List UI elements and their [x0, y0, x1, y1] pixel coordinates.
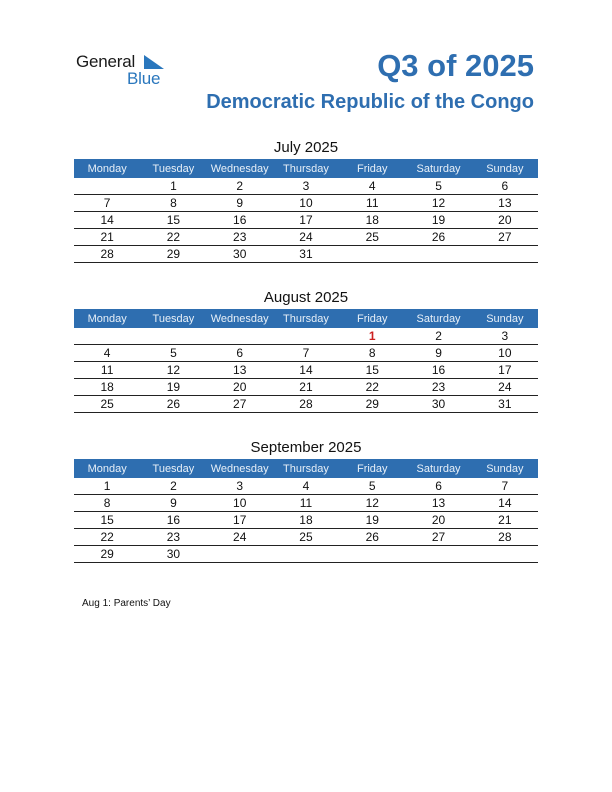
day-cell: 17: [472, 362, 538, 379]
day-cell: 25: [273, 529, 339, 546]
week-row: [74, 345, 538, 362]
day-cell: [74, 178, 140, 195]
day-cell: 23: [207, 229, 273, 246]
month-table: [74, 159, 538, 263]
day-cell: 6: [472, 178, 538, 195]
day-cell: 8: [74, 495, 140, 512]
day-cell: 13: [207, 362, 273, 379]
day-cell: 27: [207, 396, 273, 413]
week-row: [74, 229, 538, 246]
day-cell: 21: [273, 379, 339, 396]
weekday-header: Wednesday: [207, 309, 273, 328]
day-cell: [339, 246, 405, 263]
day-cell: 23: [405, 379, 471, 396]
week-row: [74, 246, 538, 263]
month-title: July 2025: [273, 139, 339, 156]
day-cell: 29: [339, 396, 405, 413]
day-cell: 3: [273, 178, 339, 195]
day-cell: 25: [339, 229, 405, 246]
week-row: [74, 529, 538, 546]
week-row: [74, 362, 538, 379]
day-cell: 13: [472, 195, 538, 212]
day-cell: 28: [74, 246, 140, 263]
day-cell: [339, 546, 405, 563]
weekday-header: Friday: [339, 309, 405, 328]
week-row: [74, 396, 538, 413]
day-cell: 14: [472, 495, 538, 512]
day-cell: [405, 246, 471, 263]
day-cell: 28: [472, 529, 538, 546]
day-cell: 9: [207, 195, 273, 212]
logo-text-blue: Blue: [127, 69, 161, 88]
weekday-header: Monday: [74, 459, 140, 478]
day-cell: 25: [74, 396, 140, 413]
day-cell: 6: [207, 345, 273, 362]
day-cell: 16: [405, 362, 471, 379]
week-row: [74, 512, 538, 529]
day-cell: [472, 546, 538, 563]
day-cell: 1: [74, 478, 140, 495]
day-cell: 1: [339, 328, 405, 345]
day-cell: 18: [74, 379, 140, 396]
day-cell: 6: [405, 478, 471, 495]
weekday-header: Wednesday: [207, 159, 273, 178]
day-cell: 31: [472, 396, 538, 413]
month-calendar: [74, 437, 538, 563]
day-cell: 24: [207, 529, 273, 546]
day-cell: [273, 546, 339, 563]
week-row: [74, 178, 538, 195]
day-cell: 2: [405, 328, 471, 345]
weekday-header: Friday: [339, 159, 405, 178]
weekday-header-row: [74, 309, 538, 328]
day-cell: 23: [140, 529, 206, 546]
holiday-note: Aug 1: Parents’ Day: [82, 598, 171, 609]
day-cell: 7: [273, 345, 339, 362]
day-cell: [207, 328, 273, 345]
day-cell: 20: [472, 212, 538, 229]
weekday-header: Sunday: [472, 309, 538, 328]
day-cell: 4: [339, 178, 405, 195]
day-cell: [405, 546, 471, 563]
day-cell: 1: [140, 178, 206, 195]
day-cell: 24: [273, 229, 339, 246]
day-cell: 27: [472, 229, 538, 246]
day-cell: [74, 328, 140, 345]
week-row: [74, 212, 538, 229]
weekday-header: Saturday: [405, 459, 471, 478]
weekday-header-row: [74, 459, 538, 478]
weekday-header: Saturday: [405, 159, 471, 178]
week-row: [74, 478, 538, 495]
day-cell: 17: [273, 212, 339, 229]
day-cell: [207, 546, 273, 563]
day-cell: 21: [472, 512, 538, 529]
day-cell: 2: [207, 178, 273, 195]
day-cell: 29: [140, 246, 206, 263]
day-cell: [472, 246, 538, 263]
day-cell: 22: [74, 529, 140, 546]
country-subtitle: Democratic Republic of the Congo: [206, 91, 534, 113]
day-cell: 18: [339, 212, 405, 229]
day-cell: 28: [273, 396, 339, 413]
day-cell: 11: [273, 495, 339, 512]
day-cell: 15: [339, 362, 405, 379]
day-cell: 5: [339, 478, 405, 495]
month-table: [74, 459, 538, 563]
day-cell: 11: [74, 362, 140, 379]
weekday-header: Thursday: [273, 459, 339, 478]
day-cell: 12: [339, 495, 405, 512]
day-cell: 18: [273, 512, 339, 529]
day-cell: 9: [140, 495, 206, 512]
weekday-header: Sunday: [472, 159, 538, 178]
day-cell: 4: [74, 345, 140, 362]
weekday-header: Monday: [74, 309, 140, 328]
day-cell: [140, 328, 206, 345]
day-cell: 8: [140, 195, 206, 212]
weekday-header: Wednesday: [207, 459, 273, 478]
day-cell: 31: [273, 246, 339, 263]
day-cell: 3: [207, 478, 273, 495]
weekday-header-row: [74, 159, 538, 178]
weekday-header: Tuesday: [140, 459, 206, 478]
logo-text-general: General: [76, 52, 136, 71]
logo-triangle-icon: [144, 55, 164, 69]
day-cell: 19: [405, 212, 471, 229]
day-cell: 20: [207, 379, 273, 396]
day-cell: 11: [339, 195, 405, 212]
day-cell: 10: [207, 495, 273, 512]
weekday-header: Friday: [339, 459, 405, 478]
day-cell: 29: [74, 546, 140, 563]
day-cell: 17: [207, 512, 273, 529]
weekday-header: Thursday: [273, 309, 339, 328]
month-calendar: [74, 137, 538, 263]
day-cell: 22: [140, 229, 206, 246]
weekday-header: Thursday: [273, 159, 339, 178]
day-cell: 26: [339, 529, 405, 546]
day-cell: 26: [405, 229, 471, 246]
day-cell: 15: [140, 212, 206, 229]
day-cell: [273, 328, 339, 345]
day-cell: 12: [405, 195, 471, 212]
weekday-header: Monday: [74, 159, 140, 178]
day-cell: 15: [74, 512, 140, 529]
generalblue-logo: [76, 52, 176, 92]
day-cell: 16: [207, 212, 273, 229]
day-cell: 16: [140, 512, 206, 529]
day-cell: 3: [472, 328, 538, 345]
week-row: [74, 495, 538, 512]
day-cell: 13: [405, 495, 471, 512]
weekday-header: Sunday: [472, 459, 538, 478]
month-title: September 2025: [250, 439, 362, 456]
day-cell: 9: [405, 345, 471, 362]
month-calendar: [74, 287, 538, 413]
day-cell: 7: [472, 478, 538, 495]
weekday-header: Tuesday: [140, 159, 206, 178]
day-cell: 19: [339, 512, 405, 529]
day-cell: 30: [140, 546, 206, 563]
week-row: [74, 328, 538, 345]
day-cell: 27: [405, 529, 471, 546]
day-cell: 10: [273, 195, 339, 212]
weekday-header: Tuesday: [140, 309, 206, 328]
day-cell: 2: [140, 478, 206, 495]
day-cell: 5: [405, 178, 471, 195]
week-row: [74, 379, 538, 396]
day-cell: 4: [273, 478, 339, 495]
day-cell: 21: [74, 229, 140, 246]
week-row: [74, 546, 538, 563]
day-cell: 12: [140, 362, 206, 379]
weekday-header: Saturday: [405, 309, 471, 328]
day-cell: 24: [472, 379, 538, 396]
month-table: [74, 309, 538, 413]
day-cell: 30: [405, 396, 471, 413]
day-cell: 5: [140, 345, 206, 362]
day-cell: 7: [74, 195, 140, 212]
day-cell: 14: [74, 212, 140, 229]
month-title: August 2025: [263, 289, 349, 306]
day-cell: 22: [339, 379, 405, 396]
page-title: Q3 of 2025: [377, 48, 534, 83]
week-row: [74, 195, 538, 212]
day-cell: 30: [207, 246, 273, 263]
day-cell: 14: [273, 362, 339, 379]
day-cell: 26: [140, 396, 206, 413]
day-cell: 10: [472, 345, 538, 362]
day-cell: 19: [140, 379, 206, 396]
day-cell: 8: [339, 345, 405, 362]
day-cell: 20: [405, 512, 471, 529]
